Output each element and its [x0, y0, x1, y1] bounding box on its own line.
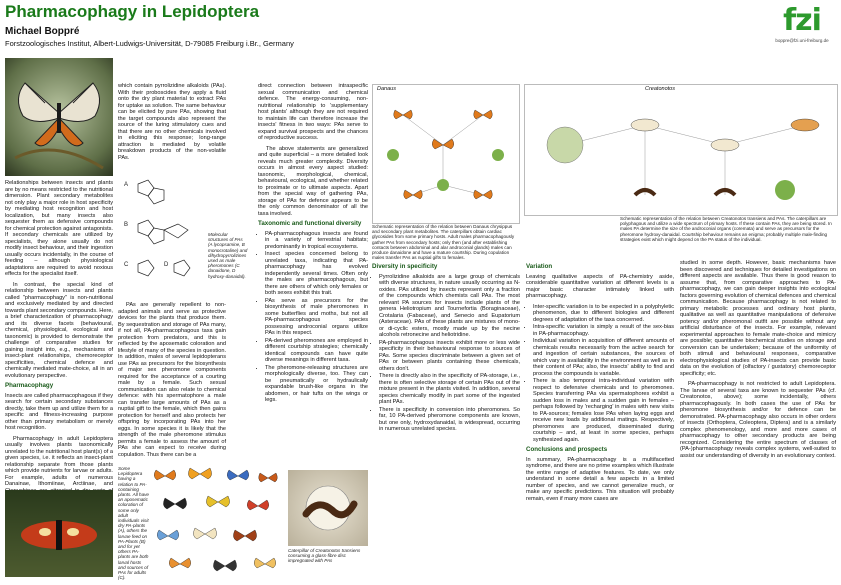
caterpillar-caption: Caterpillar of Creatonotos transiens consuming a glass-fibre disc impregnated with PAs: [288, 548, 361, 564]
butterfly-collection-figure: [150, 464, 282, 580]
svg-text:A: A: [124, 182, 129, 188]
col5-item-1: • Inter-specific variation is to be expected in a polyphyletic phenomenon, due to different biologies and different degrees of adaptation of the taxa concerned.: [533, 304, 674, 324]
col4-item-3: • There is directly also in the specificity of PA-storage, i.e., there is often selective storage of certain PAs out of the mixture present in the plants visited. In addition, several species chemically modify in part some of the ingested plant PAs.: [379, 373, 520, 406]
col5-item-4: • There is also temporal intra-individual variation with respect to defensive chemicals and to pheromones. Species transferring PAs via spermatophores exhibit a sudden loss in males and a sudden gain in females – perhaps followed by 'recharging' in males with new visits to PA-sources; females lose PAs when laying eggs and receive new loads by additional matings. Respectively, pheromones are produced, disseminated during courtship – and, at least in some species, perhaps synthesized again.: [533, 378, 674, 443]
butterfly-collection-caption: Some Lepidoptera having a relation to PA-containing plants. All have an aposematic coloration of some only adult individuals visit dry PA-plants (A), others the larvae feed on PA-Plants (B) and for yet others PA-plants are both larval hosts and sources of PAs for adults (C).: [118, 466, 149, 581]
svg-text:C: C: [124, 262, 129, 268]
col3-para-1: direct connection between intraspecific sexual communication and chemical defence. The energy-consuming, non-nutritional relationship to 'supplementary host plants' although they are not required to maintain life can therefore increase the insects' fitness in two ways: PAs serve to expand survival prospects and the chances of reproductive success.: [258, 83, 368, 141]
col2-para-2: PAs are generally repellent to non-adapted animals and serve as protective devices for the plants that produce them. By sequestration and storage of PAs many, if not all, PA-pharmacophagous taxa gain protection from predators, and this is reflected by the aposematic coloration and lifestyle of many of the species in question. In addition, males of several lepidopterans use PAs as precursors for the biosynthesis of major sex pheromone components required for the acceptance of a courting male by a female. Such sexual communication can also relate to chemical defence: with his spermatophore a male can transfer large amounts of PAs as a nuptial gift to the female, which then gains protection for herself and also protects her offspring by incorporating PAs into her eggs. In some species it is likely that the strength of the male pheromone stimulus permits a female to assess the amount of PAs she can expect to receive during copulation. Thus there can be a: [118, 302, 226, 458]
section-variation: Variation: [526, 263, 553, 270]
col3-item-2: • Insect species concerned belong to unrelated taxa, indicating that PA-pharmacophagy has evolved independently several times. Often only the males are pharmacophagous, but there are others of which only females or both sexes exhibit this trait.: [265, 251, 368, 297]
author-name: Michael Boppré: [5, 26, 80, 37]
creatonotos-label: Creatonotos: [645, 86, 675, 92]
caterpillar-photo: [288, 470, 368, 546]
section-diversity-specificity: Diversity in specificity: [372, 263, 438, 270]
logo-url: boppre@fzi.uni-freiburg.de: [775, 38, 829, 43]
column-6: [680, 260, 836, 578]
col3-list: [258, 231, 368, 404]
col5-item-3: • Individual variation in acquisition of different amounts of chemicals results necessarily from the active search for and ingestion of certain substances, the sources of which vary in availability in the environment as well as in their content of PAs; also, the insects' ability to find and process the compounds is variable.: [533, 338, 674, 377]
column-3: [258, 83, 368, 468]
col2-para-1: which contain pyrrolizidine alkaloids (PAs). With their proboscides they apply a fluid onto the dry plant material to extract PAs for uptake as solution. The same behaviour can be elicited by pure PAs, showing that the target compounds also represent the source of the luring stimulatory cues and that there are no other chemicals involved in eliciting this response; long-range attraction is mediated by volatile breakdown products of the non-volatile PAs.: [118, 83, 226, 161]
moth-icon: [5, 490, 113, 577]
col4-item-4: • There is specificity in conversion into pheromones. So far, 10 PA-derived pheromone components are known, but one only, hydroxydanaidal, is widespread, occurring in numerous unrelated species.: [379, 407, 520, 433]
svg-text:D: D: [164, 262, 169, 268]
column-1: [5, 180, 113, 540]
molecule-figure: [118, 172, 208, 296]
creatonotos-diagram: [524, 84, 838, 216]
col1-para-4: Pharmacophagy in adult Lepidoptera usually involves plants taxonomically unrelated to the nutritional host plant(s) of a given species, i.e. it reflects an insect-plant relationship separate from those plants which provide nutrients for larvae or adults. For example, adults of numerous Danainae, Ithomiinae, Arctiinae, and: [5, 435, 113, 487]
col4-item-2: • PA-pharmacophagous insects exhibit more or less wide specificity in their behavioural response to sources of PAs. Some species discriminate between a given set of PAs or between plants containing these chemicals, others don't.: [379, 340, 520, 373]
creatonotos-caption: Schematic representation of the relation between Creatonotos transiens and PAs. The caterpillars are polyphagous and utilize a wide spectrum of primary hosts. If these contain PAs, they are being stored. In males PA determine the size of the androconial organs (coremata) and serve as precursors for the pheromone hydroxy-danaidal. Courtship behaviour remains an enigma; probably multiple male-finding strategies exist which might depend on the PA status of the individual.: [620, 216, 832, 242]
col5-para-1: Leaving qualitative aspects of PA-chemistry aside, considerable quantitative variation at different levels is a major basic character intimately linked with pharmacophagy.: [526, 273, 674, 299]
danaus-label: Danaus: [377, 86, 396, 92]
butterfly-icon: [5, 58, 113, 176]
institute-logo: [771, 4, 833, 56]
col3-item-1: • PA-pharmacophagous insects are found in a variety of terrestrial habitats; predominantly in tropical ecosystems.: [265, 231, 368, 251]
danaus-diagram: [372, 84, 520, 224]
section-taxonomic-diversity: Taxonomic and functional diversity: [258, 220, 362, 227]
col3-item-4: • PA-derived pheromones are employed in different courtship strategies; chemically identical compounds can have quite diverse meanings in different taxa.: [265, 338, 368, 364]
col6-para-1: studied in some depth. However, basic mechanisms have been discovered and techniques for detailed investigations on different aspects are available. Thus there is good reason to assume that, from comparative approaches to PA-pharmacophagy, we can gain deeper insights into ecological factors governing evolution of chemical defences and chemical communication. Because pharmacophagy is not related to primary metabolic processes and ordinary host plants, qualitative as well as quantitative manipulations of defensive potency and/or pheromonal outfit are possible without any artificial disturbance of the insects. For example, relevant experimental approaches to female mate-choice and mimicry are possible; quantitative biochemical studies on storage and conversion can be undertaken; because of the uniformity of both stimuli and behavioural responses, comparative electrophysiological studies of PA-insects can provide basic data on the evolution of (olfactory / gustatory) chemoreceptor specificity; etc.: [680, 260, 836, 377]
col5-item-2: • Intra-specific variation is simply a result of the sex-bias in PA-pharmacophagy.: [533, 324, 674, 337]
col3-item-3: • PAs serve as precursors for the biosynthesis of male pheromones in some butterflies and moths, but not all PA-pharmacophagous species possessing androconial organs utilize PAs in this respect.: [265, 298, 368, 337]
danaus-scheme-icon: [373, 85, 519, 223]
col1-para-3: Insects are called pharmacophagous if they search for certain secondary substances directly, take them up and utilize them for a specific and fitness-increasing purpose other than primary metabolism or merely host recognition.: [5, 392, 113, 431]
svg-text:B: B: [124, 222, 129, 228]
col6-para-2: PA-pharmacophagy is not restricted to adult Lepidoptera. The larvae of several taxa are known to sequester PAs (cf. Creatonotos, above); some incidentally, others pharmacophagously. In both cases the use of PAs for pheromone biosynthesis and/or for defence can be demonstrated. PA-pharmacophagy also occurs in other orders of insects (Orthoptera, Coleoptera, Diptera) and is a similarly complex phenomenology, and more and more cases of pharmacophagy to other secondary products are being recognized. Considering the entire spectrum of classes of (PA-)pharmacophagy reveals complex systems, well-suited to assist our understanding of diversity in an evolutionary context.: [680, 381, 836, 459]
section-pharmacophagy: Pharmacophagy: [5, 382, 54, 389]
col4-item-1: • Pyrrolizidine alkaloids are a large group of chemicals with diverse structures, in nature usually occurring as N-oxides. PAs utilized by insects represent only a fraction of the compounds which chemists call PAs. The most relevant PA sources for insects include plants of the genera Heliotropium and Tournefortia (Boraginaceae), Crotalaria (Fabaceae), and Senecio and Eupatorium (Asteraceae). PAs of these plants are mixtures of mono- or di-cyclic esters, mostly made up by the necine alcohols retronecine and heliotridine.: [379, 274, 520, 339]
affiliation: Forstzoologisches Institut, Albert-Ludwigs-Universität, D-79085 Freiburg i.Br., Germany: [5, 39, 294, 48]
section-conclusions: Conclusions and prospects: [526, 446, 608, 453]
caterpillar-icon: [288, 470, 368, 546]
col5-list: [526, 304, 674, 444]
col1-para-1: Relationships between insects and plants are by no means restricted to the nutritional dimension. Plant secondary metabolites not only play a major role in host specificity by mediating host recognition and host localization, but many insects also sequester them as defensive compounds for chemical protection against antagonists. If secondary chemicals are utilized by specialists, they alone usually do not modify insect behaviour, and their ingestion usually occurs incidentally, in the course of feeding – although physiological adaptations are required to avoid noxious effects for the specialist itself.: [5, 180, 113, 277]
col4-list: [372, 274, 520, 433]
logo-text: fzi: [783, 3, 821, 38]
molecule-caption: Molecular structures of PAs (A lycopsamine, B monocrotaline) and dihydropyrrolizines used as male pheromones (C danaidone, D hydroxy-danaidal).: [208, 232, 248, 279]
column-2: [118, 83, 226, 169]
danaus-caption: Schematic representation of the relation between Danaus chrysippus and secondary plant metabolites. The caterpillars obtain cardiac glycosides from some primary hosts. Adult males pharmacophagously gather PAs from secondary hosts; only then (and after establishing contacts between abdominal and alar androconial glands) males can produce danaidone and have a mature courtship. During copulation males transfer PAs as nuptial gifts to females.: [372, 224, 515, 261]
col1-para-2: In contrast, the special kind of relationship between insects and plants called "pharmacophagy" is non-nutritional and exclusively mediated by and directed towards plant secondary compounds. Here, a brief characterization of pharmacophagy and its diverse facets (behavioural, chemical, physiological, ecological and taxonomic) is provided to demonstrate the challenge of comparative studies for gaining insight into, e.g., mechanisms of insect-plant relationships, chemoreceptor specificities, chemical defence and chemically mediated mate-choice, all in an evolutionary perspective.: [5, 281, 113, 379]
poster-title: Pharmacophagy in Lepidoptera: [5, 2, 260, 21]
creatonotos-scheme-icon: [525, 85, 837, 215]
column-5: [526, 260, 674, 578]
butterfly-photo: [5, 58, 113, 176]
col5-para-2: In summary, PA-pharmacophagy is a multifacetted syndrome, and there are no prime examples which illustrate the entire range of adaptive features. To date, we only understand in some detail a few aspects in a limited number of species, and we cannot generalize much, or make any specific predictions. This situation will probably remain, even if many more cases are: [526, 456, 674, 502]
moth-photo: [5, 490, 113, 577]
column-4: [372, 260, 520, 578]
col3-item-5: • The pheromone-releasing structures are morphologically diverse, too. They can be pneumatically or hydraulically expandable brush-like organs in the abdomen, or hair tufts on the wings or legs.: [265, 365, 368, 404]
pa-structures-icon: [118, 172, 208, 296]
column-2-lower: [118, 302, 226, 467]
butterflies-grid-icon: [150, 464, 282, 580]
col3-para-2: The above statements are generalized and quite superficial – a more detailed look reveals much greater complexity. Diversity occurs in almost every aspect studied: taxonomic, morphological, chemical, behavioural, ecological, and whether related to proximate or to ultimate aspects. Apart from the special way of gathering PAs, storage of PAs for defence appears to be the only common denominator of all the taxa involved.: [258, 145, 368, 217]
